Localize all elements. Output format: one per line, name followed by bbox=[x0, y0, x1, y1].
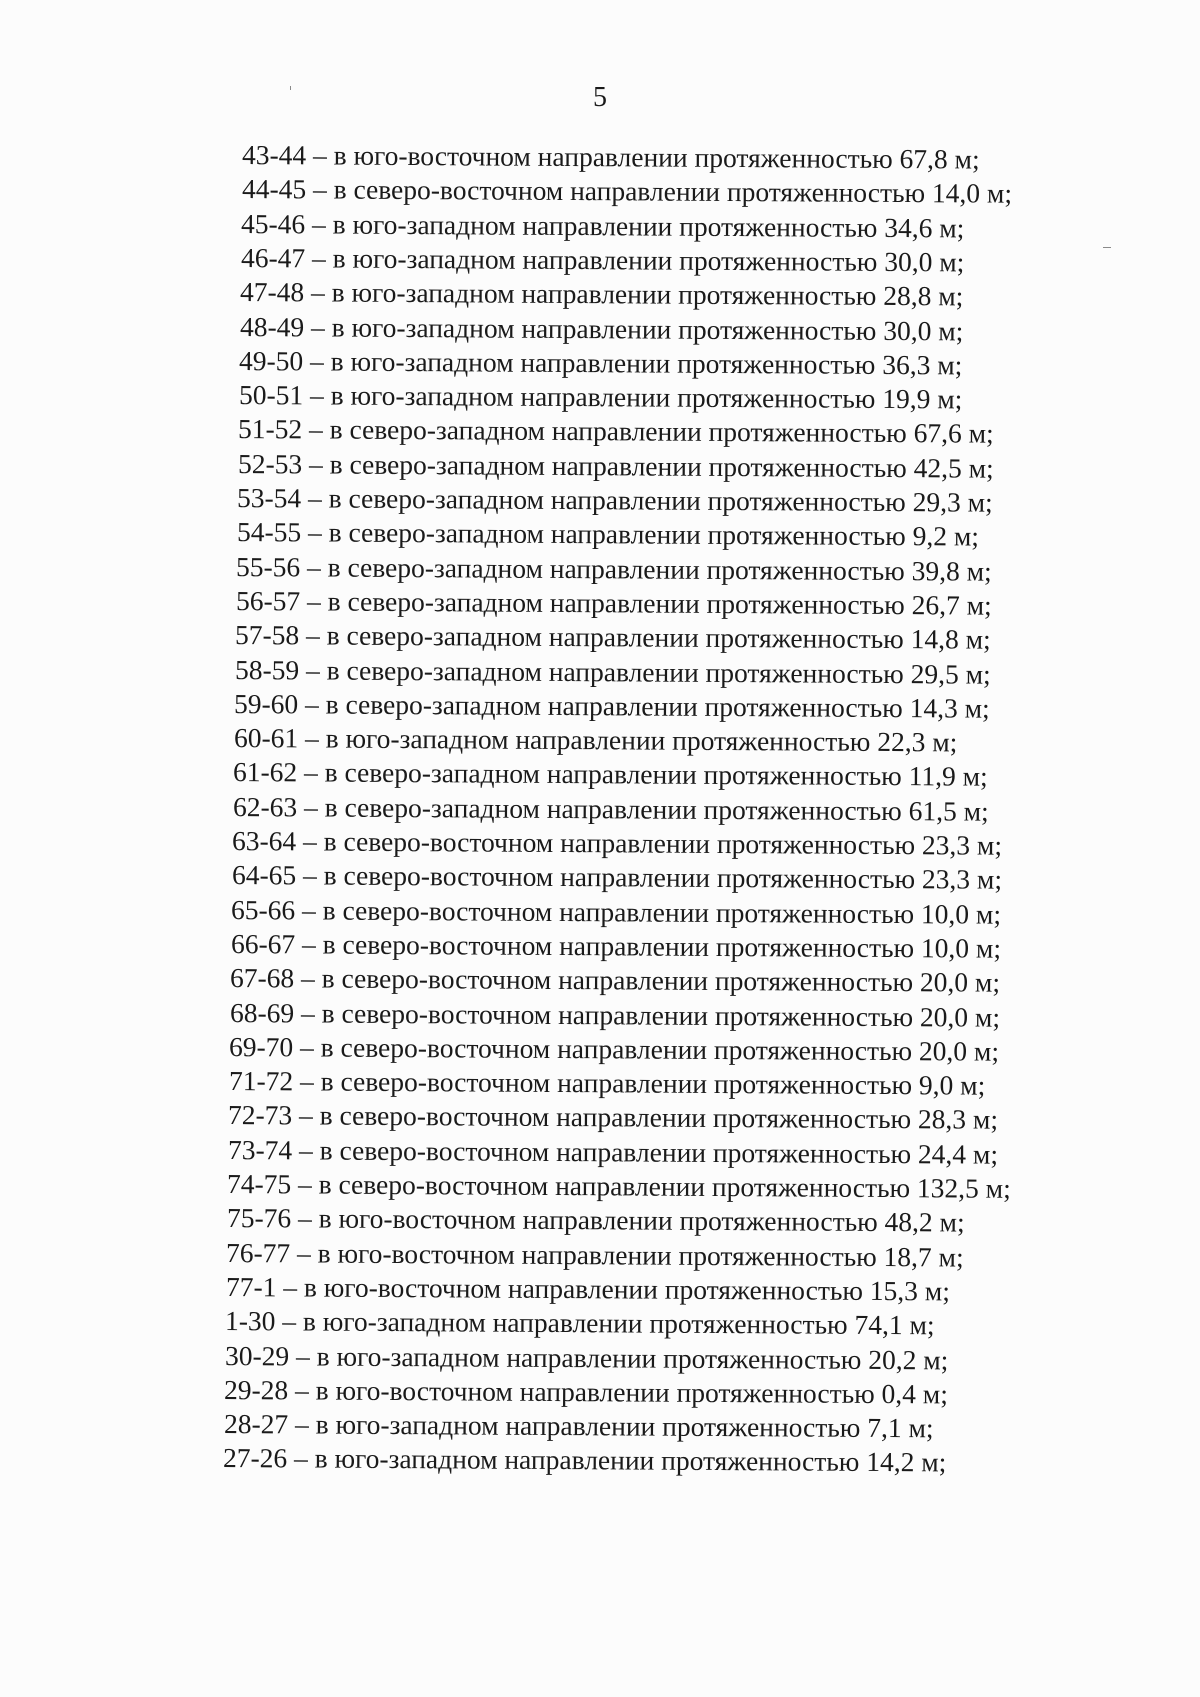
boundary-segment-line: 45-46 – в юго-западном направлении протяженностью 34,6 м; bbox=[240, 207, 965, 244]
boundary-segment-line: 63-64 – в северо-восточном направлении протяженностью 23,3 м; bbox=[231, 825, 1003, 861]
boundary-segment-line: 51-52 – в северо-западном направлении протяженностью 67,6 м; bbox=[237, 413, 994, 450]
boundary-segment-line: 50-51 – в юго-западном направлении протяженностью 19,9 м; bbox=[238, 379, 962, 415]
boundary-segment-line: 53-54 – в северо-западном направлении протяженностью 29,3 м; bbox=[236, 482, 993, 518]
boundary-segment-line: 73-74 – в северо-восточном направлении протяженностью 24,4 м; bbox=[227, 1133, 998, 1170]
boundary-segment-line: 49-50 – в юго-западном направлении протяженностью 36,3 м; bbox=[238, 344, 963, 381]
boundary-segment-line: 64-65 – в северо-восточном направлении протяженностью 23,3 м; bbox=[231, 859, 1002, 896]
boundary-segment-line: 30-29 – в юго-западном направлении протяженностью 20,2 м; bbox=[224, 1339, 948, 1375]
boundary-segment-line: 54-55 – в северо-западном направлении протяженностью 9,2 м; bbox=[236, 516, 979, 552]
boundary-segment-line: 47-48 – в юго-западном направлении протяженностью 28,8 м; bbox=[239, 276, 964, 312]
boundary-segment-line: 27-26 – в юго-западном направлении протяженностью 14,2 м; bbox=[222, 1442, 947, 1478]
boundary-segment-line: 74-75 – в северо-восточном направлении протяженностью 132,5 м; bbox=[226, 1168, 1011, 1204]
page-number: 5 bbox=[593, 82, 607, 113]
boundary-segment-line: 77-1 – в юго-восточном направлении протяженностью 15,3 м; bbox=[225, 1270, 950, 1307]
boundary-segment-line: 57-58 – в северо-западном направлении протяженностью 14,8 м; bbox=[234, 619, 991, 655]
boundary-segment-line: 67-68 – в северо-восточном направлении протяженностью 20,0 м; bbox=[229, 962, 1001, 998]
boundary-segment-line: 48-49 – в юго-западном направлении протяженностью 30,0 м; bbox=[239, 310, 963, 346]
boundary-segment-line: 44-45 – в северо-восточном направлении протяженностью 14,0 м; bbox=[241, 173, 1012, 210]
boundary-segment-line: 69-70 – в северо-восточном направлении протяженностью 20,0 м; bbox=[228, 1030, 1000, 1067]
boundary-segment-line: 58-59 – в северо-западном направлении протяженностью 29,5 м; bbox=[234, 653, 991, 690]
boundary-segment-line: 72-73 – в северо-восточном направлении протяженностью 28,3 м; bbox=[227, 1099, 999, 1136]
boundary-segment-line: 65-66 – в северо-восточном направлении протяженностью 10,0 м; bbox=[230, 893, 1002, 930]
boundary-segment-line: 29-28 – в юго-восточном направлении протяженностью 0,4 м; bbox=[223, 1373, 948, 1410]
boundary-segment-line: 76-77 – в юго-восточном направлении протяженностью 18,7 м; bbox=[225, 1236, 964, 1273]
boundary-segment-line: 28-27 – в юго-западном направлении протяженностью 7,1 м; bbox=[223, 1408, 934, 1444]
boundary-segment-line: 61-62 – в северо-западном направлении протяженностью 11,9 м; bbox=[232, 756, 988, 793]
boundary-segment-line: 55-56 – в северо-западном направлении протяженностью 39,8 м; bbox=[235, 550, 992, 587]
boundary-segment-line: 71-72 – в северо-восточном направлении протяженностью 9,0 м; bbox=[228, 1065, 985, 1101]
boundary-segment-line: 43-44 – в юго-восточном направлении протяженностью 67,8 м; bbox=[241, 139, 980, 175]
boundary-segment-line: 59-60 – в северо-западном направлении протяженностью 14,3 м; bbox=[233, 687, 990, 724]
boundary-segment-line: 75-76 – в юго-восточном направлении протяженностью 48,2 м; bbox=[226, 1202, 965, 1238]
boundary-segment-line: 66-67 – в северо-восточном направлении протяженностью 10,0 м; bbox=[230, 927, 1001, 964]
boundary-segment-line: 68-69 – в северо-восточном направлении протяженностью 20,0 м; bbox=[229, 996, 1000, 1033]
boundary-segment-line: 62-63 – в северо-западном направлении протяженностью 61,5 м; bbox=[232, 790, 989, 827]
boundary-segment-line: 56-57 – в северо-западном направлении протяженностью 26,7 м; bbox=[235, 584, 992, 621]
boundary-segment-line: 1-30 – в юго-западном направлении протяженностью 74,1 м; bbox=[224, 1305, 935, 1341]
boundary-segment-line: 52-53 – в северо-западном направлении протяженностью 42,5 м; bbox=[237, 447, 994, 484]
scan-speck bbox=[1103, 247, 1111, 248]
boundary-segment-line: 46-47 – в юго-западном направлении протяженностью 30,0 м; bbox=[240, 241, 964, 278]
boundary-segment-line: 60-61 – в юго-западном направлении протяженностью 22,3 м; bbox=[233, 722, 957, 758]
